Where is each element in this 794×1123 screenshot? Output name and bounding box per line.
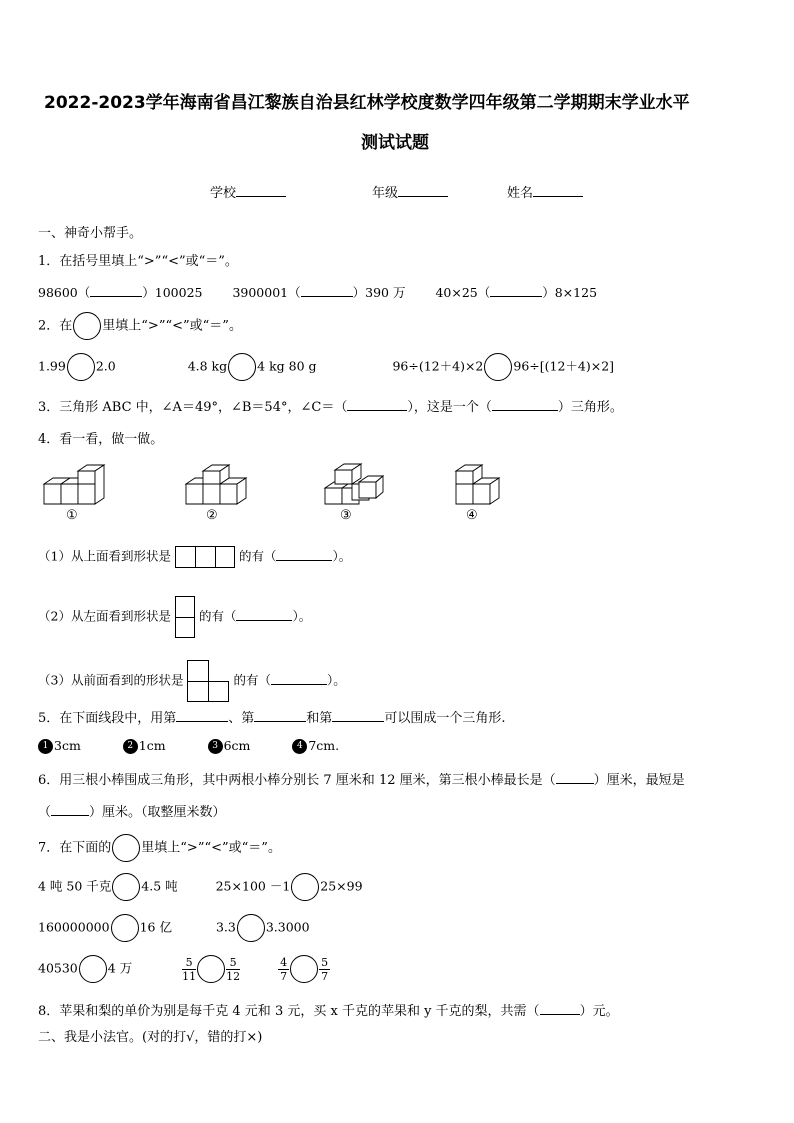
q3-text: 3．三角形 ABC 中，∠A＝49°，∠B＝54°，∠C＝（ ），这是一个（ ）三角形。 (38, 400, 623, 415)
option-number-icon: 3 (208, 739, 223, 754)
top-view-shape (175, 546, 235, 568)
q4-sub3-blank[interactable] (271, 684, 327, 685)
figure-label-3: ③ (340, 508, 352, 523)
front-view-shape (187, 660, 229, 702)
q1-item1: 98600（ (38, 285, 91, 300)
q7-answer-circle7[interactable] (290, 955, 318, 983)
figure-label-2: ② (206, 508, 218, 523)
section2-title: 二、我是小法官。(对的打√，错的打×) (38, 1030, 263, 1045)
option-number-icon: 4 (292, 739, 307, 754)
q6-blank2[interactable] (51, 815, 89, 816)
q5-blank2[interactable] (254, 721, 306, 722)
q7-text: 7．在下面的 里填上“>”“<”或“＝”。 (38, 834, 281, 862)
q8-text: 8．苹果和梨的单价为别是每千克 4 元和 3 元，买 x 千克的苹果和 y 千克的梨，共需（ ）元。 (38, 1004, 619, 1019)
q4-sub2: （2）从左面看到形状是 的有（ ）。 (38, 596, 311, 638)
cube-figure-2 (186, 464, 256, 508)
q1-item2: ）100025 (142, 285, 203, 300)
q6-line1: 6．用三根小棒围成三角形，其中两根小棒分别长 7 厘米和 12 厘米，第三根小棒最长是（ ）厘米，最短是 (38, 773, 685, 788)
q3-blank1[interactable] (347, 410, 407, 411)
cube-figure-4 (456, 464, 506, 508)
q1-item5: 40×25（ (435, 285, 491, 300)
q1-blank2[interactable] (301, 296, 353, 297)
q7-answer-circle5[interactable] (79, 955, 107, 983)
q2-row: 1.99 2.0 4.8 kg 4 kg 80 g 96÷(12＋4)×2 96÷[(12＋4)×2] (38, 353, 614, 381)
q1-row (38, 283, 597, 301)
page-title-line1: 2022-2023学年海南省昌江黎族自治县红林学校度数学四年级第二学期期末学业水平 (44, 93, 690, 113)
q2-text: 2．在 里填上“>”“<”或“＝”。 (38, 312, 242, 340)
q6-blank1[interactable] (556, 783, 594, 784)
circle-icon (73, 312, 101, 340)
name-field[interactable] (507, 182, 583, 201)
q1-text: 1．在括号里填上“>”“<”或“＝”。 (38, 254, 238, 269)
q7-row2: 160000000 16 亿 3.3 3.3000 (38, 914, 310, 942)
name-label: 姓名 (507, 186, 534, 201)
q4-sub3: （3）从前面看到的形状是 的有（ ）。 (38, 660, 346, 702)
school-field[interactable] (210, 182, 286, 201)
q4-sub1: （1）从上面看到形状是 的有（ ）。 (38, 546, 351, 568)
figure-label-4: ④ (466, 508, 478, 523)
q7-row1: 4 吨 50 千克 4.5 吨 25×100 －1 25×99 (38, 873, 363, 901)
fraction: $\frac{4}{7}$ (280, 955, 288, 983)
left-view-shape (175, 596, 195, 638)
fraction: $\frac{5}{11}$ (182, 955, 197, 983)
q5-text: 5．在下面线段中，用第 、第 和第 可以围成一个三角形. (38, 711, 506, 726)
page-title-line2: 测试试题 (361, 133, 429, 153)
q2-answer-circle2[interactable] (228, 353, 256, 381)
fraction: $\frac{5}{7}$ (321, 955, 329, 983)
q3-blank2[interactable] (492, 410, 558, 411)
q2-answer-circle3[interactable] (484, 353, 512, 381)
q1-item4: ）390 万 (352, 285, 406, 300)
q8-blank[interactable] (540, 1014, 580, 1015)
cube-figure-1 (44, 464, 114, 508)
q7-answer-circle3[interactable] (111, 914, 139, 942)
q5-blank3[interactable] (332, 721, 384, 722)
q7-row3: 40530 4 万 $\frac{5}{11}$ $\frac{5}{12}$ $\frac{4}{7}$ $\frac{5}{7}$ (38, 955, 329, 983)
option-number-icon: 1 (38, 739, 53, 754)
q7-answer-circle4[interactable] (237, 914, 265, 942)
q7-answer-circle1[interactable] (112, 873, 140, 901)
q5-options: 1 3cm 2 1cm 3 6cm 4 7cm. (38, 738, 339, 754)
q4-sub1-blank[interactable] (276, 560, 332, 561)
option-number-icon: 2 (123, 739, 138, 754)
school-label: 学校 (210, 186, 237, 201)
q4-sub2-blank[interactable] (236, 620, 292, 621)
cube-figure-3 (325, 462, 385, 508)
q5-blank1[interactable] (176, 721, 228, 722)
q1-blank1[interactable] (90, 296, 142, 297)
figure-label-1: ① (66, 508, 78, 523)
q7-answer-circle2[interactable] (291, 873, 319, 901)
grade-field[interactable] (372, 182, 448, 201)
circle-icon (112, 834, 140, 862)
q7-answer-circle6[interactable] (197, 955, 225, 983)
fraction: $\frac{5}{12}$ (226, 955, 241, 983)
grade-label: 年级 (372, 186, 399, 201)
q2-answer-circle1[interactable] (67, 353, 95, 381)
q4-text: 4．看一看，做一做。 (38, 432, 164, 447)
q1-item3: 3900001（ (232, 285, 301, 300)
q1-item6: ）8×125 (542, 285, 598, 300)
section1-title: 一、神奇小帮手。 (38, 226, 143, 241)
q1-blank3[interactable] (490, 296, 542, 297)
q6-line2: （ ）厘米。（取整厘米数） (38, 805, 226, 820)
